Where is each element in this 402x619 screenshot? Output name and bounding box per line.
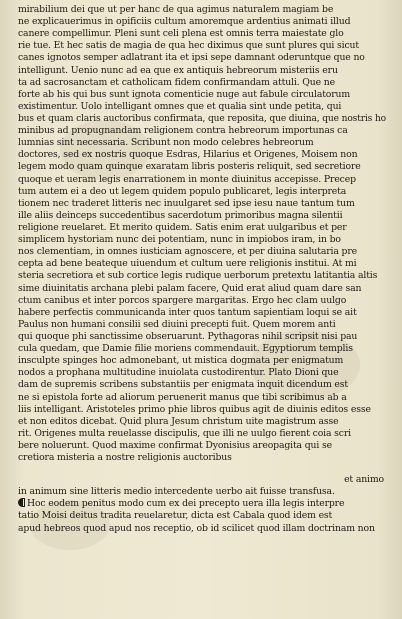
text-line-content: nos clementiam, in omnes iusticiam agnoscere, et per diuina salutaria pre xyxy=(18,246,358,258)
text-line-content: cepta ad bene beateque uiuendum et cultum uere religionis institui. At mi xyxy=(18,258,357,270)
text-line xyxy=(18,510,388,522)
text-line xyxy=(18,52,388,64)
text-line-content: ta ad sacrosanctam et catholicam fidem confirmandam attuli. Que ne xyxy=(18,76,335,88)
text-line-content: in animum sine litteris medio intercedente uerbo ait fuisse transfusa. xyxy=(18,486,335,498)
text-line xyxy=(18,474,388,486)
text-line xyxy=(18,186,388,198)
text-line xyxy=(18,77,388,89)
text-line xyxy=(18,498,388,510)
text-line xyxy=(18,246,388,258)
text-line xyxy=(18,161,388,173)
text-line xyxy=(18,343,388,355)
text-line-content: steria secretiora et sub cortice legis rudique uerborum pretextu latitantia altis xyxy=(18,270,378,282)
text-line xyxy=(18,4,388,16)
text-line xyxy=(18,28,388,40)
text-column xyxy=(18,4,388,535)
text-line xyxy=(18,222,388,234)
text-line-content: cula quedam, que Damie filie moriens commendauit. Egyptiorum templis xyxy=(18,343,353,355)
text-line-content: apud hebreos quod apud nos receptio, ob id scilicet quod illam doctrinam non xyxy=(18,522,375,534)
text-line xyxy=(18,210,388,222)
text-line-content: nodos a prophana multitudine inuiolata custodirentur. Plato Dioni que xyxy=(18,367,339,379)
line-spacer xyxy=(18,464,388,474)
text-line xyxy=(18,416,388,428)
text-line xyxy=(18,355,388,367)
text-line-content: existimentur. Uolo intelligant omnes que et qualia sint unde petita, qui xyxy=(18,100,342,112)
text-line-content: religione reuelaret. Et merito quidem. Satis enim erat uulgaribus et per xyxy=(18,221,347,233)
text-line-content: rie tue. Et hec satis de magia de qua hec diximus que sunt plures qui sicut xyxy=(18,40,359,52)
text-line xyxy=(18,319,388,331)
text-line-content: et animo xyxy=(344,474,384,486)
text-line xyxy=(18,379,388,391)
text-line-content: canere compellimur. Pleni sunt celi plena est omnis terra maiestate glo xyxy=(18,28,344,40)
text-line-content: simplicem hystoriam nunc dei potentiam, nunc in impiobos iram, in bo xyxy=(18,234,341,246)
text-line xyxy=(18,295,388,307)
text-line xyxy=(18,428,388,440)
text-line xyxy=(18,125,388,137)
text-line-content: et non editos dicebat. Quid plura Jesum christum uite magistrum asse xyxy=(18,415,339,427)
text-line xyxy=(18,16,388,28)
text-line-content: quoque et ueram legis enarrationem in monte diuinitus accepisse. Precep xyxy=(18,173,356,185)
text-line-content: bus et quam claris auctoribus confirmata, que reposita, que diuina, que nostris ho xyxy=(18,112,386,124)
text-line xyxy=(18,174,388,186)
text-line-content: liis intelligant. Aristoteles primo phie libros quibus agit de diuinis editos esse xyxy=(18,403,371,415)
text-line-content: forte ab his qui bus sunt ignota comenticie nuge aut fabule circulatorum xyxy=(18,88,351,100)
text-line-content: legem modo quam quinque exaratam libris posteris reliquit, sed secretiore xyxy=(18,161,361,173)
text-line-content: dam de supremis scribens substantiis per enigmata inquit dicendum est xyxy=(18,379,348,391)
text-line-content: doctores, sed ex nostris quoque Esdras, Hilarius et Origenes, Moisem non xyxy=(18,149,358,161)
text-line xyxy=(18,452,388,464)
text-line xyxy=(18,198,388,210)
text-line-content: tionem nec traderet litteris nec inuulgaret sed ipse iesu naue tantum tum xyxy=(18,197,355,209)
text-line xyxy=(18,40,388,52)
text-line xyxy=(18,137,388,149)
text-line xyxy=(18,523,388,535)
text-line-content: tum autem ei a deo ut legem quidem populo publicaret, legis interpreta xyxy=(18,185,347,197)
text-line-content: cretiora misteria a nostre religionis auctoribus xyxy=(18,452,232,464)
text-line-content: canes ignotos semper adlatrant ita et ipsi sepe damnant oderuntque que no xyxy=(18,52,365,64)
text-line-content: Hoc eodem penitus modo cum ex dei precepto uera illa legis interpre xyxy=(27,498,345,510)
text-line xyxy=(18,367,388,379)
text-line-content: lumnias sint necessaria. Scribunt non modo celebres hebreorum xyxy=(18,137,314,149)
text-line xyxy=(18,440,388,452)
text-line xyxy=(18,486,388,498)
text-line-content: tatio Moisi deitus tradita reuelaretur, dicta est Cabala quod idem est xyxy=(18,510,333,522)
text-line-content: minibus ad propugnandam religionem contra hebreorum importunas ca xyxy=(18,125,348,137)
text-line xyxy=(18,101,388,113)
text-line xyxy=(18,258,388,270)
text-line-content: rit. Origenes multa reuelasse discipulis, que illi ne uulgo fierent coia scri xyxy=(18,427,351,439)
text-line xyxy=(18,404,388,416)
text-line xyxy=(18,89,388,101)
text-line xyxy=(18,331,388,343)
text-line-content: ille aliis deinceps succedentibus sacerdotum primoribus magna silentii xyxy=(18,209,343,221)
text-line-content: habere perfectis communicanda inter quos tantum sapientiam loqui se ait xyxy=(18,306,357,318)
text-line-content: insculpte spinges hoc admonebant, ut mistica dogmata per enigmatum xyxy=(18,355,344,367)
text-line-content: ctum canibus et inter porcos spargere margaritas. Ergo hec clam uulgo xyxy=(18,294,347,306)
text-line-content: ne si epistola forte ad aliorum peruenerit manus que tibi scribimus ab a xyxy=(18,391,347,403)
text-line xyxy=(18,113,388,125)
paragraph-mark-icon xyxy=(18,498,25,507)
text-line-content: intelligunt. Uenio nunc ad ea que ex antiquis hebreorum misteriis eru xyxy=(18,64,338,76)
text-line xyxy=(18,234,388,246)
text-line-content: mirabilium dei que ut per hanc de qua agimus naturalem magiam be xyxy=(18,4,334,15)
text-line xyxy=(18,283,388,295)
text-line-content: ne explicauerimus in opificiis cultum amoremque ardentius animati illud xyxy=(18,16,351,28)
text-line xyxy=(18,270,388,282)
text-line-content: Paulus non humani consilii sed diuini precepti fuit. Quem morem anti xyxy=(18,318,336,330)
text-line-content: sime diuinitatis archana plebi palam facere, Quid erat aliud quam dare san xyxy=(18,282,362,294)
text-line xyxy=(18,65,388,77)
text-line xyxy=(18,149,388,161)
text-line-content: qui quoque phi sanctissime obseruarunt. Pythagoras nihil scripsit nisi pau xyxy=(18,330,358,342)
text-line-content: bere noluerunt. Quod maxime confirmat Dyonisius areopagita qui se xyxy=(18,439,332,451)
text-line xyxy=(18,307,388,319)
text-line xyxy=(18,392,388,404)
